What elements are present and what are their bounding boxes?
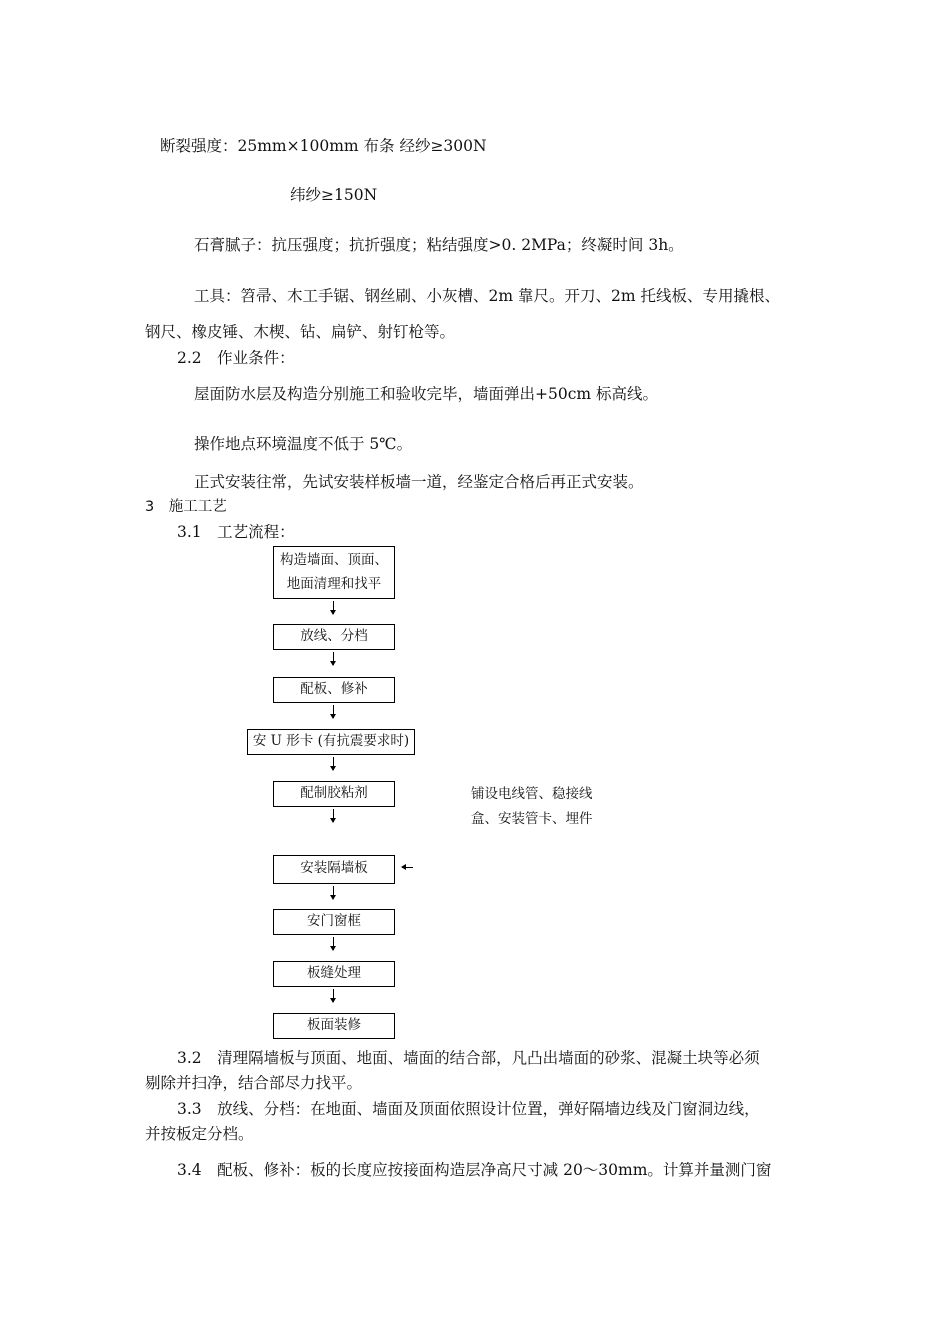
- section-2-2-paragraph-2: 操作地点环境温度不低于 5℃。: [194, 435, 413, 453]
- flow-step-fit-boards-label: 配板、修补: [300, 681, 368, 697]
- section-3-2-line2: 剔除并扫净，结合部尽力找平。: [145, 1074, 363, 1092]
- flow-side-note-line1: 铺设电线管、稳接线: [471, 786, 593, 802]
- flow-step-fit-boards: [273, 677, 395, 703]
- section-2-2-paragraph-1: 屋面防水层及构造分别施工和验收完毕，墙面弹出+50cm 标高线。: [194, 385, 659, 403]
- flow-step-u-clip-label: 安 U 形卡 (有抗震要求时): [252, 733, 410, 749]
- flow-step-door-frame: [273, 909, 395, 935]
- flow-step-adhesive: [273, 781, 395, 807]
- section-3-heading: 3 施工工艺: [145, 499, 227, 515]
- flow-step-clean-level-line1: 构造墙面、顶面、: [280, 552, 388, 568]
- flow-step-layout: [273, 624, 395, 650]
- tools-text-line2: 钢尺、橡皮锤、木楔、钻、扁铲、射钉枪等。: [145, 323, 456, 341]
- flow-step-install-panels: [273, 855, 395, 884]
- flow-step-surface-finish-label: 板面装修: [307, 1017, 361, 1033]
- section-3-2-line1: 3.2 清理隔墙板与顶面、地面、墙面的结合部，凡凸出墙面的砂浆、混凝土块等必须: [177, 1049, 760, 1067]
- flow-arrow-4: [333, 757, 334, 770]
- flow-step-clean-level-line2: 地面清理和找平: [286, 576, 382, 592]
- breaking-strength-text: 断裂强度：25mm×100mm 布条 经纱≥300N: [160, 137, 487, 155]
- flow-step-clean-level: [273, 546, 395, 599]
- flow-step-door-frame-label: 安门窗框: [307, 913, 361, 929]
- flow-step-adhesive-label: 配制胶粘剂: [300, 785, 368, 801]
- gypsum-putty-text: 石膏腻子：抗压强度；抗折强度；粘结强度>0. 2MPa；终凝时间 3h。: [194, 236, 684, 254]
- flow-step-u-clip: [247, 729, 415, 755]
- flow-step-joint-treatment: [273, 961, 395, 987]
- section-2-2-heading: 2.2 作业条件：: [177, 349, 295, 367]
- flow-arrow-2: [333, 652, 334, 665]
- flow-arrow-5: [333, 809, 334, 822]
- flow-step-surface-finish: [273, 1013, 395, 1039]
- weft-strength-text: 纬纱≥150N: [290, 186, 378, 204]
- tools-text-line1: 工具：笤帚、木工手锯、钢丝刷、小灰槽、2m 靠尺。开刀、2m 托线板、专用撬根、: [194, 287, 780, 305]
- flow-side-note-line2: 盒、安装管卡、埋件: [471, 811, 593, 827]
- section-3-3-line1: 3.3 放线、分档：在地面、墙面及顶面依照设计位置，弹好隔墙边线及门窗洞边线，: [177, 1100, 760, 1118]
- section-3-3-line2: 并按板定分档。: [145, 1125, 254, 1143]
- section-3-4-line1: 3.4 配板、修补：板的长度应按接面构造层净高尺寸减 20～30mm。计算并量测门窗: [177, 1161, 772, 1179]
- flow-side-arrow: [402, 867, 413, 868]
- flow-arrow-6: [333, 886, 334, 899]
- flow-arrow-3: [333, 705, 334, 718]
- section-3-1-heading: 3.1 工艺流程：: [177, 523, 295, 541]
- flow-arrow-1: [333, 601, 334, 614]
- section-2-2-paragraph-3: 正式安装往常，先试安装样板墙一道，经鉴定合格后再正式安装。: [194, 473, 644, 491]
- flow-arrow-7: [333, 937, 334, 950]
- flow-arrow-8: [333, 989, 334, 1002]
- flow-step-install-panels-label: 安装隔墙板: [300, 860, 368, 876]
- flow-side-note: [471, 782, 593, 832]
- flow-step-joint-treatment-label: 板缝处理: [307, 965, 361, 981]
- flow-step-layout-label: 放线、分档: [300, 628, 368, 644]
